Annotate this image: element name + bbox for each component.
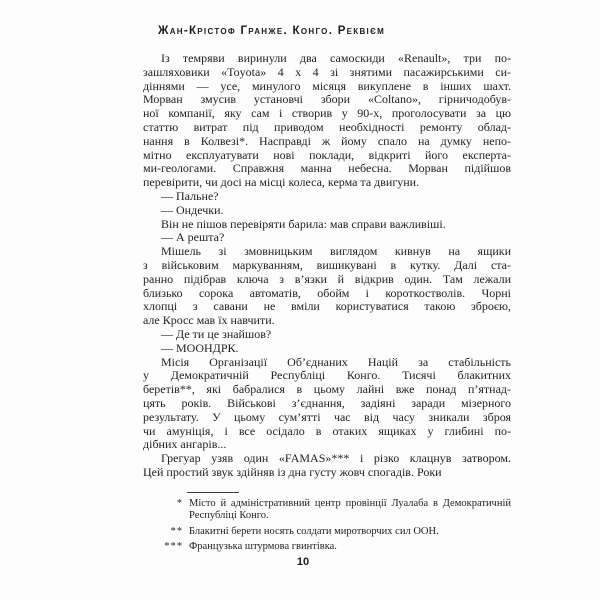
text-line: беретів**, які бабралися в цьому лайні вже понад п’ятнад- xyxy=(143,382,511,397)
text-line: статтю витрат під приводом необхідності ремонту облад- xyxy=(143,119,511,134)
text-line: цять років. Військові з’єднання, задіяні заради мізерного xyxy=(143,395,511,410)
text-line: дібних ангарів... xyxy=(143,437,227,452)
footnote xyxy=(143,541,511,553)
text-line: ранно підібрав ключа з в’язки й відкрив один. Там лежали xyxy=(143,271,511,286)
text-line: — МООНДРК. xyxy=(161,340,239,355)
text-line: у Демократичній Республіці Конго. Тисячі блакитних xyxy=(143,368,511,383)
footnote-marker: ** xyxy=(170,525,183,537)
text-line: — Де ти це знайшов? xyxy=(161,326,272,341)
paragraph xyxy=(143,452,511,480)
text-line: діннями — усе, минулого місяця викуплене в інших шахт. xyxy=(143,78,511,93)
text-line: Цей простий звук здійняв із дна густу жовч спогадів. Роки xyxy=(143,464,442,479)
paragraph xyxy=(143,342,511,356)
text-line: Він не пішов перевіряти барила: мав справи важливіші. xyxy=(161,216,446,231)
text-line: Грегуар узяв один «FAMAS»*** і різко клацнув затвором. xyxy=(161,451,511,466)
footnote-separator xyxy=(187,492,239,493)
paragraph xyxy=(143,328,511,342)
text-line: Морван змусив установчі збори «Coltano», гірничодобув- xyxy=(143,92,511,107)
paragraph xyxy=(143,245,511,328)
footnote xyxy=(143,498,511,523)
running-header: Жан-Крістоф Гранже. Конго. Реквієм xyxy=(158,25,386,37)
text-line: — А решта? xyxy=(161,230,225,245)
footnote-list xyxy=(143,498,511,553)
text-line: близько сорока автоматів, обойм і короткостволів. Чорні xyxy=(143,285,511,300)
paragraph xyxy=(143,190,511,204)
text-line: Місія Організації Об’єднаних Націй за стабільність xyxy=(161,354,511,369)
paragraph xyxy=(143,204,511,218)
footnote-text: Французька штурмова гвинтівка. xyxy=(189,540,337,552)
text-line: мітно експлуатувати нові поклади, відкриті його експерта- xyxy=(143,147,511,162)
paragraph xyxy=(143,231,511,245)
text-line: — Пальне? xyxy=(161,188,219,203)
footnote-text: Місто й адміністративний центр провінції Луалаба в Демократичній Республіці Конго. xyxy=(189,498,511,522)
text-line: з військовим маркуванням, вишикувані в кутку. Далі ста- xyxy=(143,257,511,272)
footnote-text: Блакитні берети носять солдати миротворчих сил ООН. xyxy=(189,525,439,537)
text-line: чи амуніція, і все осідало в отаких ящиках у глибині по- xyxy=(143,423,511,438)
text-line: Із темряви виринули два самоскиди «Renault», три по- xyxy=(161,51,511,65)
text-line: хлопці з савани не вміли користуватися такою зброєю, xyxy=(143,299,511,314)
text-line: Мішель зі змовницьким виглядом кивнув на ящики xyxy=(161,244,511,259)
text-line: результату. У цьому сум’ятті час від часу зникали зброя xyxy=(143,409,511,424)
footnotes xyxy=(143,492,511,556)
page-number: 10 xyxy=(296,556,310,568)
text-line: перевірити, чи досі на місці колеса, керма та двигуни. xyxy=(143,175,420,190)
paragraph xyxy=(143,218,511,232)
footnote-marker: *** xyxy=(164,540,183,552)
footnote xyxy=(143,526,511,538)
text-line: але Кросс мав їх навчити. xyxy=(143,313,275,328)
text-line: зашляховики «Toyota» 4 х 4 зі знятими пасажирськими си- xyxy=(143,64,511,79)
body-text xyxy=(143,52,511,480)
text-line: ми-геологами. Справжня манна небесна. Морван підійшов xyxy=(143,161,511,176)
text-line: — Ондечки. xyxy=(161,202,224,217)
text-line: ної компанії, яку сам і створив у 90-х, проголосувати за цю xyxy=(143,106,511,121)
paragraph xyxy=(143,356,511,453)
footnote-marker: * xyxy=(176,498,183,509)
text-line: нання в Колвезі*. Насправді ж йому спало на думку непо- xyxy=(143,133,511,148)
paragraph xyxy=(143,52,511,190)
